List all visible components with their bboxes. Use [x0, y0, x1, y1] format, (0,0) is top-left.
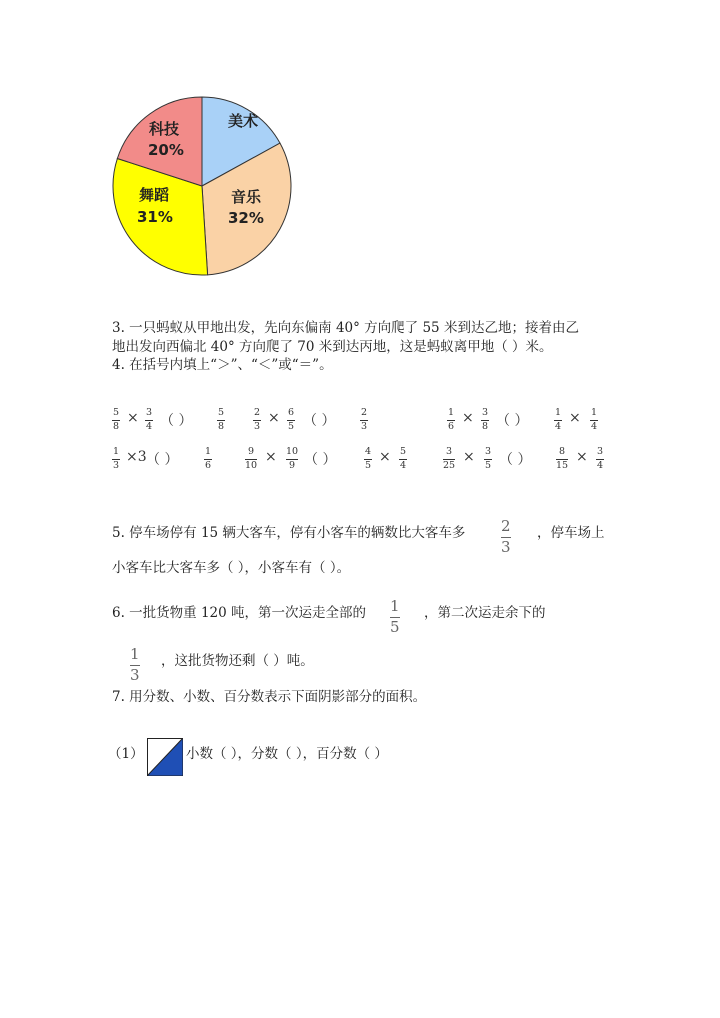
times-symbol: × [576, 449, 588, 465]
q5-line1-end: ，停车场上 [537, 525, 605, 541]
fraction: 5 4 [399, 446, 407, 471]
fraction: 3 4 [145, 407, 153, 432]
times-symbol: × [265, 449, 277, 465]
fraction: 1 4 [554, 407, 562, 432]
q4-title: 4. 在括号内填上“＞”、“＜”或“＝”。 [112, 357, 333, 373]
times-symbol: × [462, 410, 474, 426]
q7-label: （1） [108, 746, 144, 762]
fraction: 9 10 [245, 446, 258, 471]
pie-chart [110, 94, 294, 278]
answer-blank[interactable]: （ ） [304, 452, 337, 468]
pie-label-tech: 科技 [149, 120, 180, 138]
fraction: 4 5 [364, 446, 372, 471]
q7-title: 7. 用分数、小数、百分数表示下面阴影部分的面积。 [112, 689, 427, 705]
fraction: 2 3 [501, 517, 511, 556]
times-symbol: × [569, 410, 581, 426]
q6-line2: ，这批货物还剩（ ）吨。 [161, 653, 314, 669]
fraction: 8 15 [556, 446, 569, 471]
fraction: 2 3 [253, 407, 261, 432]
q5-line1: 5. 停车场停有 15 辆大客车，停有小客车的辆数比大客车多 [112, 525, 466, 541]
fraction: 3 5 [484, 446, 492, 471]
answer-blank[interactable]: （ ） [499, 452, 532, 468]
fraction: 2 3 [360, 407, 368, 432]
q6-line1-end: ，第二次运走余下的 [424, 605, 546, 621]
fraction: 1 5 [390, 597, 400, 636]
fraction: 5 8 [217, 407, 225, 432]
fraction: 1 3 [112, 446, 120, 471]
pie-pct-music: 32% [228, 209, 264, 227]
q5-line2: 小客车比大客车多（ ），小客车有（ ）。 [112, 560, 351, 576]
pie-label-art: 美术 [228, 112, 259, 130]
fraction: 3 8 [481, 407, 489, 432]
fraction: 10 9 [286, 446, 299, 471]
answer-blank[interactable]: （ ） [496, 413, 529, 429]
times-symbol: × [268, 410, 280, 426]
times-three: ×3 [126, 449, 147, 465]
fraction: 1 3 [130, 645, 140, 684]
q3-line1: 3. 一只蚂蚁从甲地出发，先向东偏南 40° 方向爬了 55 米到达乙地；接着由乙 [112, 320, 579, 336]
shaded-square-figure [147, 738, 183, 776]
q6-line1: 6. 一批货物重 120 吨，第一次运走全部的 [112, 605, 367, 621]
q3-line2: 地出发向西偏北 40° 方向爬了 70 米到达丙地，这是蚂蚁离甲地（ ）米。 [112, 339, 553, 355]
fraction: 3 4 [596, 446, 604, 471]
fraction: 3 25 [443, 446, 456, 471]
times-symbol: × [463, 449, 475, 465]
fraction: 1 4 [590, 407, 598, 432]
answer-blank[interactable]: （ ） [160, 413, 193, 429]
pie-label-music: 音乐 [231, 188, 262, 206]
pie-pct-dance: 31% [137, 208, 173, 226]
times-symbol: × [379, 449, 391, 465]
times-symbol: × [127, 410, 139, 426]
answer-blank[interactable]: （ ） [146, 452, 179, 468]
pie-pct-tech: 20% [148, 141, 184, 159]
fraction: 1 6 [447, 407, 455, 432]
fraction: 5 8 [112, 407, 120, 432]
q7-answers: 小数（ ），分数（ ），百分数（ ） [186, 746, 388, 762]
fraction: 6 5 [287, 407, 295, 432]
fraction: 1 6 [204, 446, 212, 471]
answer-blank[interactable]: （ ） [303, 413, 336, 429]
pie-label-dance: 舞蹈 [139, 186, 170, 204]
